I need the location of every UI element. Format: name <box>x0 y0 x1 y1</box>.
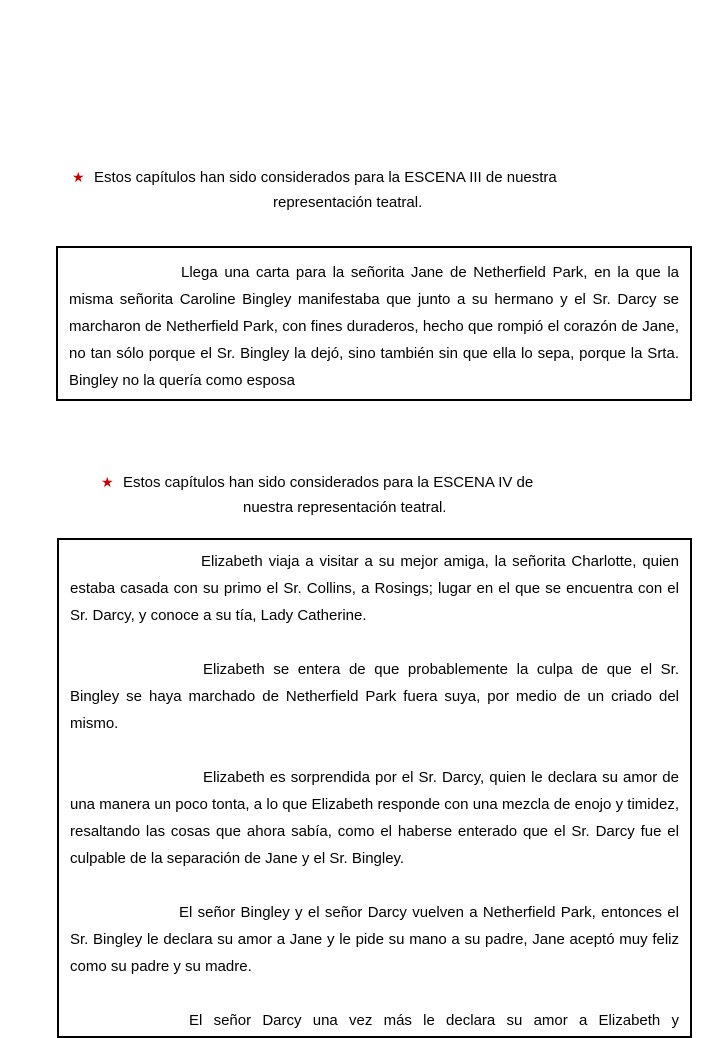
escena-iii-note <box>72 165 672 215</box>
star-bullet-icon: ★ <box>101 474 114 490</box>
escena-iv-paragraph-2 <box>70 656 679 737</box>
escena-iii-note-text: Estos capítulos han sido considerados para la ESCENA III de nuestra <box>94 169 557 186</box>
escena-iv-note-line1 <box>101 470 661 495</box>
escena-iv-note <box>101 470 661 520</box>
escena-iv-paragraph-1-text: Elizabeth viaja a visitar a su mejor amiga, la señorita Charlotte, quien estaba casada con su primo el Sr. Collins, a Rosings; lugar en el que se encuentra con el Sr. Darcy, y conoce a su tía, Lady Catherine. <box>70 553 679 624</box>
escena-iv-paragraph-3 <box>70 764 679 872</box>
escena-iii-note-line2: representación teatral. <box>273 194 423 211</box>
escena-iv-paragraph-3-text: Elizabeth es sorprendida por el Sr. Darcy, quien le declara su amor de una manera un poco tonta, a lo que Elizabeth responde con una mezcla de enojo y timidez, resaltando las cosas que ahora sabía, como el haberse enterado que el Sr. Darcy fue el culpable de la separación de Jane y el Sr. Bingley. <box>70 769 679 867</box>
escena-iii-note-line1 <box>72 165 672 190</box>
escena-iv-paragraph-5-text: El señor Darcy una vez más le declara su amor a Elizabeth y <box>189 1012 679 1029</box>
escena-iv-paragraph-4-text: El señor Bingley y el señor Darcy vuelven a Netherfield Park, entonces el Sr. Bingley le declara su amor a Jane y le pide su mano a su padre, Jane aceptó muy feliz como su padre y su madre. <box>70 904 679 975</box>
escena-iv-paragraph-4 <box>70 899 679 980</box>
star-bullet-icon: ★ <box>72 169 85 185</box>
escena-iii-paragraph-text: Llega una carta para la señorita Jane de Netherfield Park, en la que la misma señorita Caroline Bingley manifestaba que junto a su hermano y el Sr. Darcy se marcharon de Netherfield Park, con fines duraderos, hecho que rompió el corazón de Jane, no tan sólo porque el Sr. Bingley la dejó, sino también sin que ella lo sepa, porque la Srta. Bingley no la quería como esposa <box>69 264 679 389</box>
escena-iv-note-text: Estos capítulos han sido considerados para la ESCENA IV de <box>123 474 534 491</box>
escena-iii-paragraph <box>69 259 679 394</box>
escena-iv-paragraph-1 <box>70 548 679 629</box>
escena-iv-paragraph-2-text: Elizabeth se entera de que probablemente la culpa de que el Sr. Bingley se haya marchado de Netherfield Park fuera suya, por medio de un criado del mismo. <box>70 661 679 732</box>
escena-iv-note-line2: nuestra representación teatral. <box>243 499 447 516</box>
escena-iii-summary-box <box>56 246 692 401</box>
escena-iv-summary-box <box>57 538 692 1038</box>
